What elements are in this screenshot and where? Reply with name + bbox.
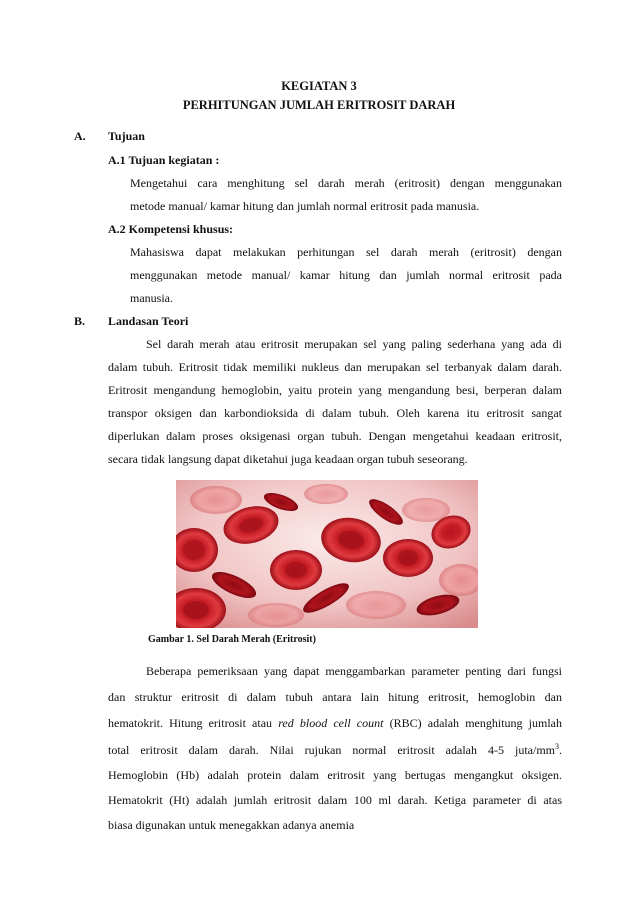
theory-line-2: dalam tubuh. Eritrosit tidak memiliki nukleus dan merupakan sel terbanyak dalam darah.	[108, 360, 562, 374]
competency-line-1: Mahasiswa dapat melakukan perhitungan sel darah merah (eritrosit) dengan	[130, 245, 562, 259]
objective-heading: A.1 Tujuan kegiatan :	[108, 153, 220, 167]
section-b-heading: Landasan Teori	[108, 314, 189, 328]
objective-line-1: Mengetahui cara menghitung sel darah merah (eritrosit) dengan menggunakan	[130, 176, 562, 190]
paragraph2-line-6: Hematokrit (Ht) adalah jumlah eritrosit dalam 100 ml darah. Ketiga parameter di atas	[108, 793, 562, 807]
paragraph2-line-4-end: .	[559, 743, 562, 757]
competency-line-3: manusia.	[130, 291, 173, 305]
activity-number: KEGIATAN 3	[281, 79, 357, 93]
paragraph2-line-1: Beberapa pemeriksaan yang dapat menggambarkan parameter penting dari fungsi	[146, 664, 562, 678]
theory-line-6: secara tidak langsung dapat diketahui juga keadaan organ tubuh seseorang.	[108, 452, 468, 466]
paragraph2-line-2: dan struktur eritrosit di dalam tubuh antara lain hitung eritrosit, hemoglobin dan	[108, 690, 562, 704]
section-a-marker: A.	[74, 129, 86, 143]
paragraph2-line-7: biasa digunakan untuk menegakkan adanya anemia	[108, 818, 355, 832]
paragraph2-line-4-start: total eritrosit dalam darah. Nilai rujukan normal eritrosit adalah 4-5 juta/mm	[108, 743, 555, 757]
paragraph2-line-5: Hemoglobin (Hb) adalah protein dalam eritrosit yang bertugas mengangkut oksigen.	[108, 768, 562, 782]
figure-caption: Gambar 1. Sel Darah Merah (Eritrosit)	[148, 634, 316, 645]
section-b-marker: B.	[74, 314, 86, 328]
red-blood-cells-image	[176, 480, 478, 628]
paragraph2-line-3-start: hematokrit. Hitung eritrosit atau	[108, 716, 279, 730]
paragraph2-line-3	[108, 716, 562, 731]
paragraph2-line-4	[108, 742, 562, 758]
theory-line-3: Eritrosit mengandung hemoglobin, yaitu protein yang mengandung besi, berperan dalam	[108, 383, 562, 397]
competency-line-2: menggunakan metode manual/ kamar hitung dan jumlah normal eritrosit pada	[130, 268, 562, 282]
rbc-term: red blood cell count	[278, 716, 384, 730]
theory-line-5: diperlukan dalam proses oksigenasi organ tubuh. Dengan mengetahui keadaan eritrosit,	[108, 429, 562, 443]
objective-line-2: metode manual/ kamar hitung dan jumlah normal eritrosit pada manusia.	[130, 199, 480, 213]
paragraph2-line-3-end: (RBC) adalah menghitung jumlah	[383, 716, 562, 730]
theory-line-4: transpor oksigen dan karbondioksida di dalam tubuh. Oleh karena itu eritrosit sangat	[108, 406, 562, 420]
document-title: PERHITUNGAN JUMLAH ERITROSIT DARAH	[182, 98, 456, 112]
section-a-heading: Tujuan	[108, 129, 145, 143]
competency-heading: A.2 Kompetensi khusus:	[108, 222, 234, 236]
theory-line-1: Sel darah merah atau eritrosit merupakan sel yang paling sederhana yang ada di	[146, 337, 562, 351]
unit-superscript: 3	[555, 742, 559, 751]
